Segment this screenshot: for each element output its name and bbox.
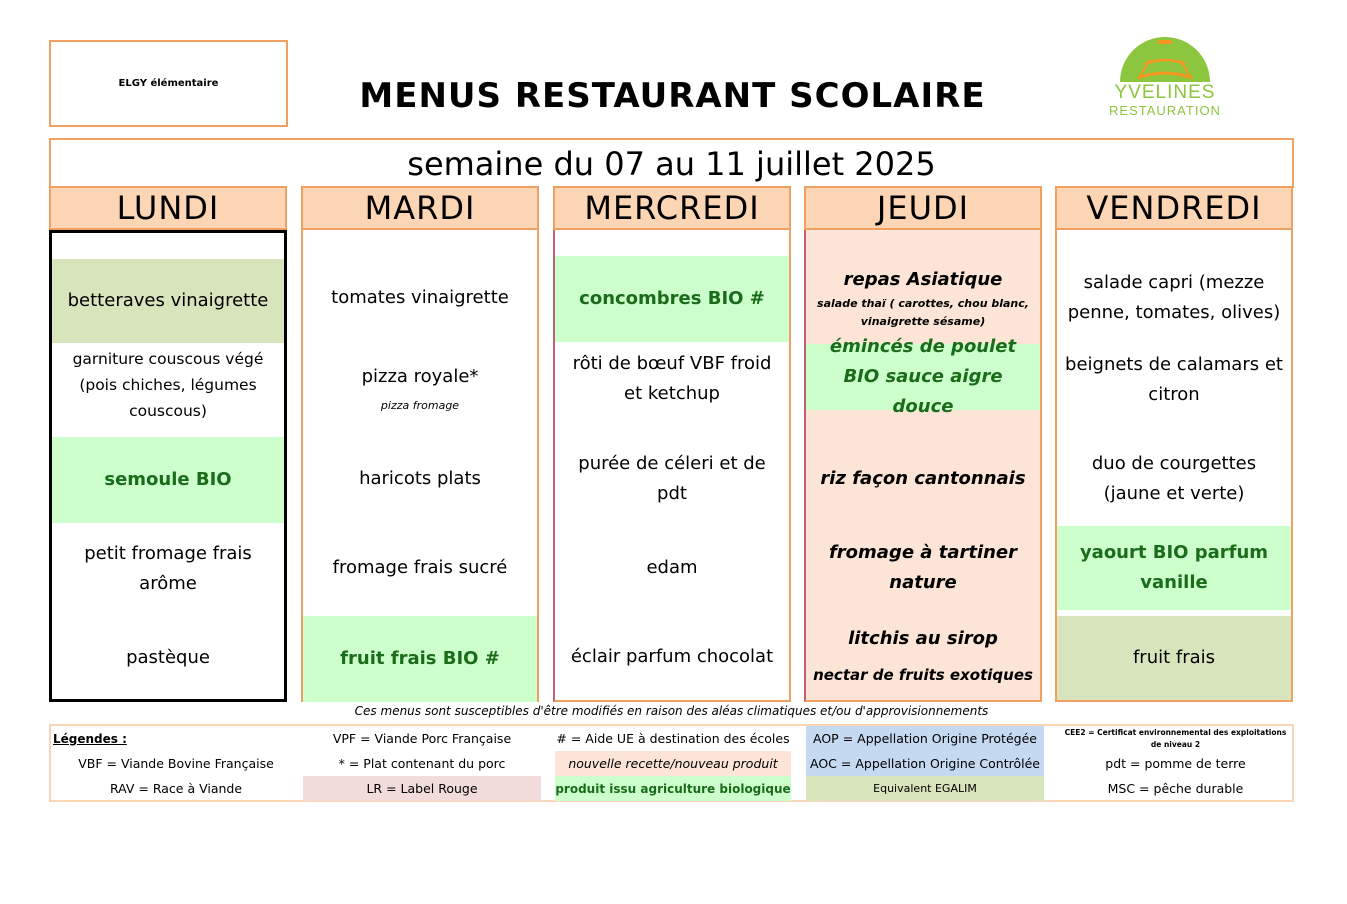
menu-item-plat bbox=[52, 345, 284, 425]
menu-item-accompagnement bbox=[52, 437, 284, 523]
legend-msc: MSC = pêche durable bbox=[1107, 781, 1244, 796]
day-header-jeudi: JEUDI bbox=[804, 186, 1042, 230]
menu-item-boisson: nectar de fruits exotiques bbox=[813, 666, 1033, 684]
menu-item-plat bbox=[1057, 342, 1291, 418]
day-column-mercredi bbox=[553, 230, 791, 702]
menu-item-text: pizza royale* bbox=[361, 366, 479, 387]
menu-item-plat bbox=[303, 342, 537, 434]
menu-item-laitage bbox=[555, 524, 789, 612]
legend-vbf: VBF = Viande Bovine Française bbox=[78, 756, 274, 771]
menu-item-text: edam bbox=[646, 557, 698, 578]
day-header-mardi: MARDI bbox=[301, 186, 539, 230]
legend-title: Légendes : bbox=[53, 731, 127, 746]
menu-item-text: garniture couscous végé (pois chiches, légumes couscous) bbox=[72, 350, 264, 420]
menu-item-text: rôti de bœuf VBF froid et ketchup bbox=[572, 353, 772, 404]
day-header-lundi: LUNDI bbox=[49, 186, 287, 230]
menu-item-laitage bbox=[1057, 526, 1291, 610]
menu-item-text: litchis au sirop bbox=[848, 628, 998, 649]
menu-item-dessert bbox=[555, 614, 789, 700]
school-name-box bbox=[49, 40, 288, 127]
menu-item-accompagnement bbox=[555, 436, 789, 522]
disclaimer-note: Ces menus sont susceptibles d'être modifiés en raison des aléas climatiques et/ou d'approvisionnements bbox=[354, 704, 989, 718]
day-header-vendredi: VENDREDI bbox=[1055, 186, 1293, 230]
menu-item-text: éclair parfum chocolat bbox=[570, 646, 774, 667]
logo-cloche-icon bbox=[1100, 30, 1230, 90]
legend-label-rouge: LR = Label Rouge bbox=[303, 776, 541, 801]
menu-item-detail: salade thaï ( carottes, chou blanc, vinaigrette sésame) bbox=[817, 297, 1029, 328]
legend-pdt: pdt = pomme de terre bbox=[1105, 756, 1246, 771]
menu-item-dessert bbox=[806, 614, 1040, 700]
logo-text-yvelines: YVELINES bbox=[1114, 82, 1216, 103]
menu-item-text: pastèque bbox=[126, 647, 210, 668]
day-header-mercredi: MERCREDI bbox=[553, 186, 791, 230]
menu-item-entree bbox=[303, 256, 537, 340]
menu-item-laitage bbox=[806, 524, 1040, 612]
menu-item-accompagnement bbox=[303, 436, 537, 522]
menu-item-plat bbox=[555, 344, 789, 414]
legend-cee2: CEE2 = Certificat environnemental des exploitations de niveau 2 bbox=[1064, 727, 1287, 749]
menu-item-text: haricots plats bbox=[359, 468, 481, 489]
menu-item-text: repas Asiatique bbox=[843, 269, 1003, 290]
menu-item-text: betteraves vinaigrette bbox=[67, 290, 269, 311]
week-banner bbox=[49, 138, 1294, 188]
day-column-lundi bbox=[49, 230, 287, 702]
yvelines-restauration-logo bbox=[1100, 30, 1230, 125]
week-label: semaine du 07 au 11 juillet 2025 bbox=[407, 145, 936, 183]
legend-aoc: AOC = Appellation Origine Contrôlée bbox=[806, 751, 1044, 776]
day-column-mardi bbox=[301, 230, 539, 702]
menu-item-dessert bbox=[1057, 616, 1291, 700]
menu-item-entree bbox=[52, 259, 284, 343]
menu-item-dessert bbox=[303, 616, 537, 702]
legend-vpf: VPF = Viande Porc Française bbox=[332, 731, 512, 746]
menu-item-text: semoule BIO bbox=[104, 469, 232, 490]
legend-egalim: Equivalent EGALIM bbox=[806, 776, 1044, 801]
day-column-vendredi bbox=[1055, 230, 1293, 702]
menu-item-laitage bbox=[52, 525, 284, 613]
menu-item-text: yaourt BIO parfum vanille bbox=[1079, 542, 1269, 593]
menu-item-text: fruit frais bbox=[1132, 647, 1216, 668]
menu-item-text: beignets de calamars et citron bbox=[1065, 354, 1283, 405]
menu-item-plat bbox=[806, 336, 1040, 417]
legend-nouveau: nouvelle recette/nouveau produit bbox=[555, 751, 791, 776]
menu-item-text: tomates vinaigrette bbox=[331, 287, 509, 308]
menu-item-text: petit fromage frais arôme bbox=[84, 543, 252, 594]
legend-aide-ue: # = Aide UE à destination des écoles bbox=[556, 731, 790, 746]
legend-aop: AOP = Appellation Origine Protégée bbox=[806, 726, 1044, 751]
menu-item-dessert bbox=[52, 615, 284, 701]
menu-item-text: émincés de poulet BIO sauce aigre douce bbox=[829, 336, 1017, 417]
menu-item-text: fromage frais sucré bbox=[332, 557, 508, 578]
menu-item-text: concombres BIO # bbox=[579, 288, 765, 309]
menu-item-laitage bbox=[303, 524, 537, 612]
page-title: MENUS RESTAURANT SCOLAIRE bbox=[359, 76, 986, 116]
menu-item-entree bbox=[806, 256, 1040, 340]
legend-table bbox=[49, 724, 1294, 802]
menu-item-text: fruit frais BIO # bbox=[340, 648, 500, 669]
menu-item-text: duo de courgettes (jaune et verte) bbox=[1091, 453, 1257, 504]
menu-item-accompagnement bbox=[1057, 436, 1291, 522]
menu-item-entree bbox=[555, 256, 789, 342]
menu-item-text: purée de céleri et de pdt bbox=[578, 453, 766, 504]
menu-item-text: riz façon cantonnais bbox=[820, 468, 1026, 489]
legend-porc: * = Plat contenant du porc bbox=[338, 756, 506, 771]
school-name: ELGY élémentaire bbox=[118, 78, 219, 89]
legend-rav: RAV = Race à Viande bbox=[109, 781, 243, 796]
menu-item-text: salade capri (mezze penne, tomates, olives) bbox=[1067, 272, 1281, 323]
logo-text-restauration: RESTAURATION bbox=[1109, 103, 1221, 118]
menu-item-alternative: pizza fromage bbox=[380, 399, 460, 412]
day-column-jeudi bbox=[804, 230, 1042, 702]
menu-item-accompagnement bbox=[806, 436, 1040, 522]
legend-bio: produit issu agriculture biologique bbox=[555, 776, 791, 801]
menu-item-text: fromage à tartiner nature bbox=[828, 542, 1018, 593]
menu-item-entree bbox=[1057, 256, 1291, 340]
